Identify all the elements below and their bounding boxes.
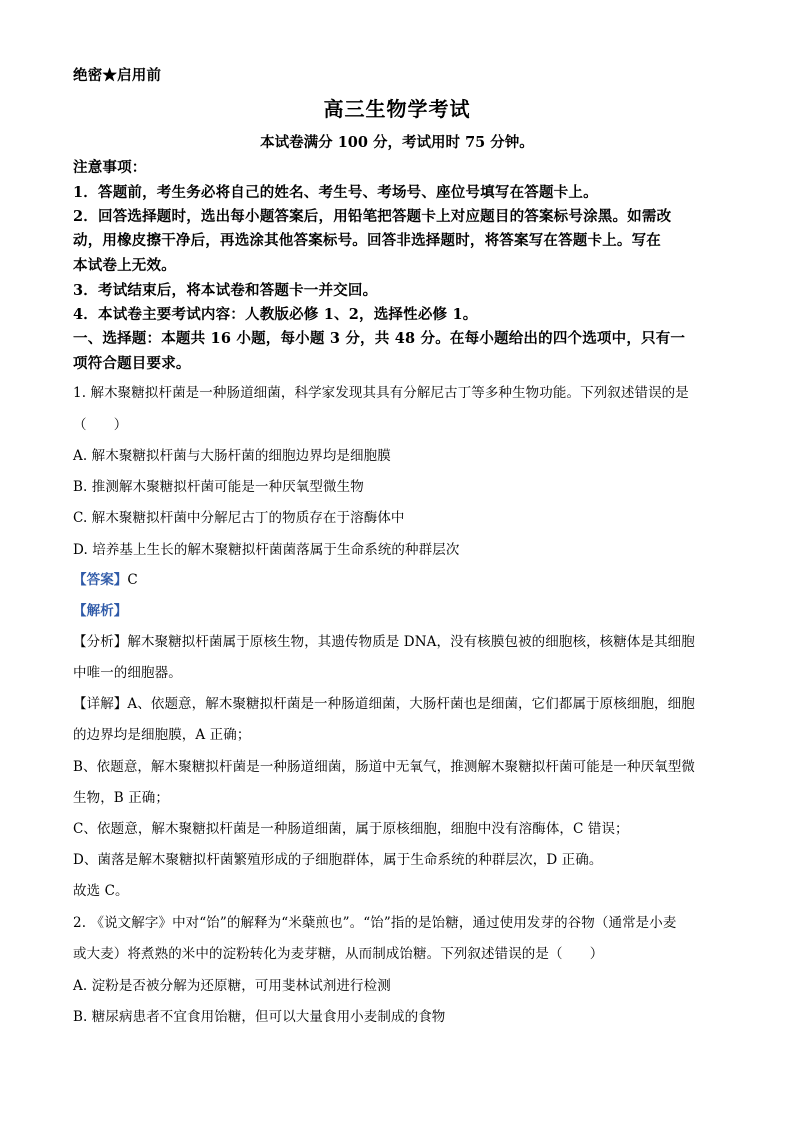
notice-line: 1．答题前，考生务必将自己的姓名、考生号、考场号、座位号填写在答题卡上。 — [73, 184, 598, 201]
answer-tag: 【答案】 — [73, 572, 128, 588]
analysis-tag: 【解析】 — [73, 603, 128, 619]
q1-option-a: A. 解木聚糖拟杆菌与大肠杆菌的细胞边界均是细胞膜 — [73, 448, 391, 464]
answer-value: C — [127, 572, 138, 588]
q2-stem-cont: 或大麦）将煮熟的米中的淀粉转化为麦芽糖，从而制成饴糖。下列叙述错误的是（ ） — [73, 946, 604, 962]
fenxi-tag: 【分析】 — [73, 634, 128, 650]
q1-xiangjie-line: C、依题意，解木聚糖拟杆菌是一种肠道细菌，属于原核细胞，细胞中没有溶酶体，C 错误； — [73, 821, 629, 837]
q1-xiangjie-line: 的边界均是细胞膜，A 正确； — [73, 727, 251, 743]
xiangjie-tag: 【详解】 — [73, 696, 128, 712]
exam-title: 高三生物学考试 — [323, 97, 471, 121]
q1-xiangjie — [73, 692, 695, 712]
q2-option-a: A. 淀粉是否被分解为还原糖，可用斐林试剂进行检测 — [73, 978, 391, 994]
notice-line: 本试卷上无效。 — [73, 257, 176, 274]
section-heading: 一、选择题：本题共 16 小题，每小题 3 分，共 48 分。在每小题给出的四个选项中，只有一 — [73, 330, 686, 347]
xiangjie-text: A、依题意，解木聚糖拟杆菌是一种肠道细菌，大肠杆菌也是细菌，它们都属于原核细胞，细胞 — [127, 696, 695, 712]
fenxi-text: 解木聚糖拟杆菌属于原核生物，其遗传物质是 DNA，没有核膜包被的细胞核，核糖体是其细胞 — [127, 634, 695, 650]
notice-line: 4．本试卷主要考试内容：人教版必修 1、2，选择性必修 1。 — [73, 306, 478, 323]
q1-xiangjie-line: 生物，B 正确； — [73, 790, 170, 806]
q1-stem-blank: （ ） — [73, 417, 128, 433]
q1-fenxi — [73, 630, 695, 650]
section-heading-cont: 项符合题目要求。 — [73, 355, 191, 372]
exam-subtitle: 本试卷满分 100 分，考试用时 75 分钟。 — [260, 134, 534, 151]
confidential-label: 绝密★启用前 — [73, 67, 162, 84]
q1-xiangjie-line: D、菌落是解木聚糖拟杆菌繁殖形成的子细胞群体，属于生命系统的种群层次，D 正确。 — [73, 852, 603, 868]
q1-option-d: D. 培养基上生长的解木聚糖拟杆菌菌落属于生命系统的种群层次 — [73, 542, 460, 558]
q2-stem: 2. 《说文解字》中对“饴”的解释为“米蘖煎也”。“饴”指的是饴糖，通过使用发芽的谷物（通常是小麦 — [73, 915, 677, 931]
q1-answer — [73, 568, 138, 588]
notice-line: 2．回答选择题时，选出每小题答案后，用铅笔把答题卡上对应题目的答案标号涂黑。如需改 — [73, 208, 672, 225]
q2-option-b: B. 糖尿病患者不宜食用饴糖，但可以大量食用小麦制成的食物 — [73, 1009, 446, 1025]
notice-heading: 注意事项： — [73, 159, 147, 176]
q1-option-c: C. 解木聚糖拟杆菌中分解尼古丁的物质存在于溶酶体中 — [73, 510, 405, 526]
q1-stem: 1. 解木聚糖拟杆菌是一种肠道细菌，科学家发现其具有分解尼古丁等多种生物功能。下列叙述错误的是 — [73, 385, 689, 401]
q1-xiangjie-line: B、依题意，解木聚糖拟杆菌是一种肠道细菌，肠道中无氧气，推测解木聚糖拟杆菌可能是一种厌氧型微 — [73, 759, 696, 775]
q1-conclusion: 故选 C。 — [73, 883, 129, 899]
notice-line: 3．考试结束后，将本试卷和答题卡一并交回。 — [73, 282, 378, 299]
q1-option-b: B. 推测解木聚糖拟杆菌可能是一种厌氧型微生物 — [73, 479, 364, 495]
notice-line: 动，用橡皮擦干净后，再选涂其他答案标号。回答非选择题时，将答案写在答题卡上。写在 — [73, 232, 661, 249]
q1-fenxi-cont: 中唯一的细胞器。 — [73, 665, 182, 681]
q1-analysis-tag — [73, 599, 127, 619]
